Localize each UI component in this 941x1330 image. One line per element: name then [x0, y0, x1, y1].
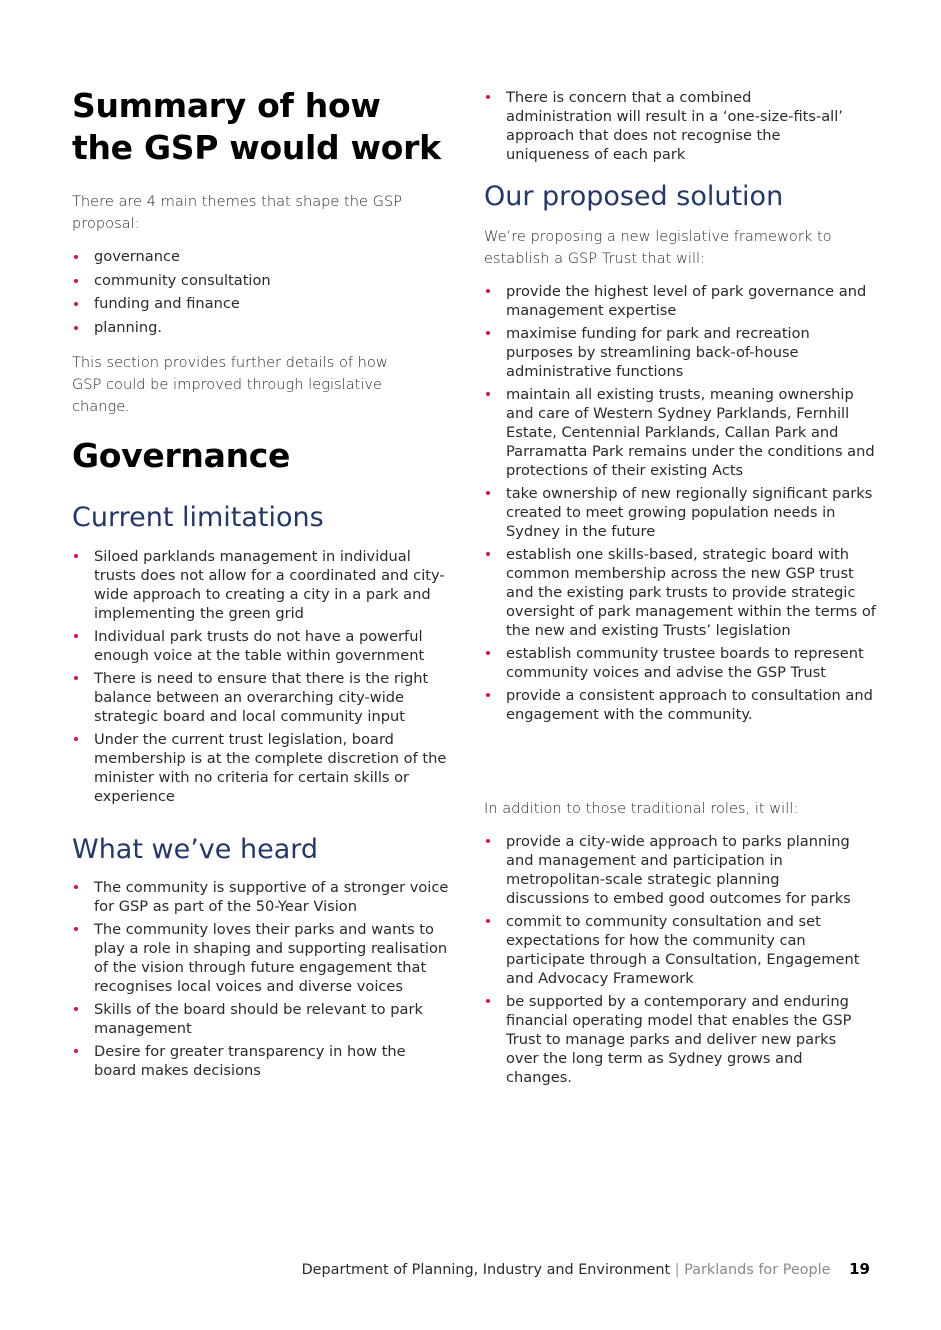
list-item: community consultation: [72, 269, 452, 293]
list-item: provide the highest level of park governance and management expertise: [484, 282, 876, 320]
list-item: be supported by a contemporary and enduring financial operating model that enables the GSP Trust to manage parks and deliver new parks over the long term as Sydney grows and changes.: [484, 992, 864, 1087]
list-item: Siloed parklands management in individual trusts does not allow for a coordinated and city-wide approach to creating a city in a park and implementing the green grid: [72, 547, 452, 623]
section-note: This section provides further details of how GSP could be improved through legislative change.: [72, 354, 388, 415]
page-footer: [302, 1260, 870, 1278]
addition-list: [484, 832, 864, 1091]
list-item: provide a city-wide approach to parks planning and management and participation in metropolitan-scale strategic planning discussions to embed good outcomes for parks: [484, 832, 864, 908]
list-item: Under the current trust legislation, board membership is at the complete discretion of the minister with no criteria for certain skills or experience: [72, 730, 452, 806]
addition-intro: In addition to those traditional roles, it will:: [484, 800, 799, 817]
what-weve-heard-list: [72, 878, 452, 1084]
list-item: The community is supportive of a stronger voice for GSP as part of the 50-Year Vision: [72, 878, 452, 916]
current-limitations-list: [72, 547, 452, 810]
themes-intro: There are 4 main themes that shape the GSP proposal:: [72, 193, 403, 232]
list-item: planning.: [72, 316, 452, 340]
footer-publication: Parklands for People: [684, 1262, 831, 1278]
list-item: commit to community consultation and set expectations for how the community can participate through a Consultation, Engagement and Advocacy Framework: [484, 912, 864, 988]
current-limitations-heading: Current limitations: [72, 502, 324, 533]
list-item: take ownership of new regionally significant parks created to meet growing population needs in Sydney in the future: [484, 484, 876, 541]
list-item: maximise funding for park and recreation purposes by streamlining back-of-house administrative functions: [484, 324, 876, 381]
footer-separator: |: [674, 1262, 680, 1278]
themes-list: [72, 245, 452, 339]
list-item: There is need to ensure that there is the right balance between an overarching city-wide strategic board and local community input: [72, 669, 452, 726]
list-item: Individual park trusts do not have a powerful enough voice at the table within government: [72, 627, 452, 665]
list-item: There is concern that a combined administration will result in a ‘one-size-fits-all’ approach that does not recognise the uniqueness of each park: [484, 88, 854, 164]
governance-heading: Governance: [72, 436, 291, 475]
footer-department: Department of Planning, Industry and Environment: [301, 1262, 671, 1278]
list-item: funding and finance: [72, 292, 452, 316]
list-item: Skills of the board should be relevant to park management: [72, 1000, 452, 1038]
continued-list: [484, 88, 854, 168]
list-item: Desire for greater transparency in how the board makes decisions: [72, 1042, 452, 1080]
list-item: maintain all existing trusts, meaning ownership and care of Western Sydney Parklands, Fernhill Estate, Centennial Parklands, Callan Park and Parramatta Park remains under the conditions and protections of their existing Acts: [484, 385, 876, 480]
page-number: 19: [849, 1260, 870, 1278]
list-item: The community loves their parks and wants to play a role in shaping and supporting realisation of the vision through future engagement that recognises local voices and diverse voices: [72, 920, 452, 996]
list-item: establish one skills-based, strategic board with common membership across the new GSP trust and the existing park trusts to provide strategic oversight of park management within the terms of the new and existing Trusts’ legislation: [484, 545, 876, 640]
what-weve-heard-heading: What we’ve heard: [72, 834, 319, 865]
page-title: Summary of how the GSP would work: [72, 86, 441, 167]
list-item: governance: [72, 245, 452, 269]
solution-heading: Our proposed solution: [484, 181, 784, 212]
list-item: establish community trustee boards to represent community voices and advise the GSP Trust: [484, 644, 876, 682]
solution-intro: We’re proposing a new legislative framework to establish a GSP Trust that will:: [484, 228, 832, 267]
list-item: provide a consistent approach to consultation and engagement with the community.: [484, 686, 876, 724]
solution-list: [484, 282, 876, 728]
